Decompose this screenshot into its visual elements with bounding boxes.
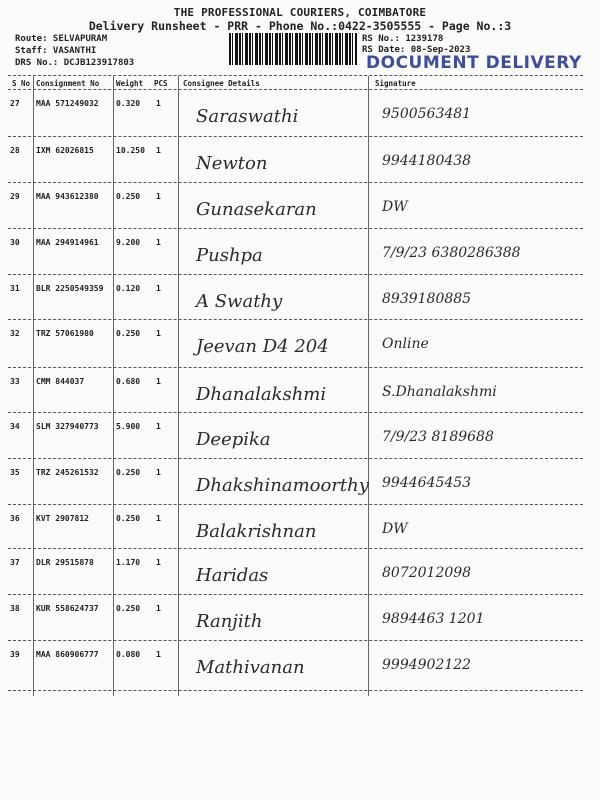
consignment-number: MAA 294914961 (36, 238, 99, 247)
signature-handwriting: 9894463 1201 (382, 611, 485, 627)
grid-line (178, 76, 179, 696)
consignment-number: KUR 558624737 (36, 604, 99, 613)
pcs-value: 1 (156, 650, 161, 659)
row-sno: 33 (10, 377, 20, 386)
col-pcs: PCS (154, 79, 168, 88)
consignee-handwriting: Mathivanan (196, 657, 305, 678)
pcs-value: 1 (156, 604, 161, 613)
row-divider (8, 182, 583, 183)
signature-handwriting: 7/9/23 6380286388 (382, 245, 521, 261)
signature-handwriting: 8072012098 (382, 565, 472, 581)
consignment-number: SLM 327940773 (36, 422, 99, 431)
consignee-handwriting: A Swathy (196, 291, 283, 312)
signature-handwriting: 7/9/23 8189688 (382, 429, 494, 445)
row-divider (8, 548, 583, 549)
consignee-handwriting: Pushpa (196, 245, 263, 266)
weight-value: 0.080 (116, 650, 141, 659)
col-signature: Signature (375, 79, 416, 88)
row-sno: 38 (10, 604, 20, 613)
signature-handwriting: DW (382, 521, 408, 537)
pcs-value: 1 (156, 192, 161, 201)
weight-value: 0.120 (116, 284, 141, 293)
grid-line (113, 76, 114, 696)
col-consignee: Consignee Details (183, 79, 260, 88)
consignee-handwriting: Balakrishnan (196, 521, 317, 542)
consignee-handwriting: Deepika (196, 429, 271, 450)
pcs-value: 1 (156, 238, 161, 247)
weight-value: 0.320 (116, 99, 141, 108)
signature-handwriting: S.Dhanalakshmi (382, 384, 497, 400)
weight-value: 0.250 (116, 468, 141, 477)
row-divider (8, 319, 583, 320)
company-title: THE PROFESSIONAL COURIERS, COIMBATORE (173, 6, 427, 19)
row-divider (8, 136, 583, 137)
signature-handwriting: 8939180885 (382, 291, 472, 307)
consignment-number: TRZ 245261532 (36, 468, 99, 477)
signature-handwriting: 9994902122 (382, 657, 472, 673)
pcs-value: 1 (156, 284, 161, 293)
row-divider (8, 274, 583, 275)
staff-label: Staff: VASANTHI (15, 46, 97, 56)
weight-value: 5.900 (116, 422, 141, 431)
consignment-number: IXM 62026815 (36, 146, 94, 155)
row-divider (8, 228, 583, 229)
consignee-handwriting: Ranjith (196, 611, 263, 632)
pcs-value: 1 (156, 558, 161, 567)
row-sno: 37 (10, 558, 20, 567)
consignee-handwriting: Newton (196, 153, 268, 174)
col-consignment: Consignment No (36, 79, 100, 88)
consignment-number: CMM 844037 (36, 377, 85, 386)
weight-value: 0.250 (116, 329, 141, 338)
row-divider (8, 504, 583, 505)
col-sno: S No (12, 79, 31, 88)
consignee-handwriting: Haridas (196, 565, 269, 586)
weight-value: 0.250 (116, 604, 141, 613)
weight-value: 9.200 (116, 238, 141, 247)
consignment-number: MAA 943612380 (36, 192, 99, 201)
row-sno: 39 (10, 650, 20, 659)
consignee-handwriting: Jeevan D4 204 (196, 336, 329, 357)
pcs-value: 1 (156, 468, 161, 477)
signature-handwriting: 9944180438 (382, 153, 472, 169)
row-divider (8, 690, 583, 691)
pcs-value: 1 (156, 329, 161, 338)
rs-date: RS Date: 08-Sep-2023 (362, 45, 471, 55)
pcs-value: 1 (156, 422, 161, 431)
row-divider (8, 640, 583, 641)
weight-value: 0.250 (116, 192, 141, 201)
row-sno: 28 (10, 146, 20, 155)
consignment-number: MAA 571249032 (36, 99, 99, 108)
weight-value: 0.250 (116, 514, 141, 523)
consignee-handwriting: Gunasekaran (196, 199, 317, 220)
row-sno: 35 (10, 468, 20, 477)
row-sno: 30 (10, 238, 20, 247)
row-divider (8, 458, 583, 459)
signature-handwriting: Online (382, 336, 429, 352)
grid-line (368, 76, 369, 696)
weight-value: 10.250 (116, 146, 145, 155)
pcs-value: 1 (156, 146, 161, 155)
document-delivery-stamp: DOCUMENT DELIVERY (366, 53, 582, 73)
consignee-handwriting: Dhakshinamoorthy (196, 475, 369, 496)
signature-handwriting: 9500563481 (382, 106, 472, 122)
col-weight: Weight (116, 79, 144, 88)
weight-value: 1.170 (116, 558, 141, 567)
row-sno: 34 (10, 422, 20, 431)
consignee-handwriting: Dhanalakshmi (196, 384, 327, 405)
row-sno: 32 (10, 329, 20, 338)
signature-handwriting: 9944645453 (382, 475, 472, 491)
column-divider (8, 89, 583, 90)
pcs-value: 1 (156, 377, 161, 386)
row-divider (8, 412, 583, 413)
consignment-number: BLR 2250549359 (36, 284, 104, 293)
pcs-value: 1 (156, 514, 161, 523)
header-divider (8, 75, 583, 76)
row-sno: 27 (10, 99, 20, 108)
route-label: Route: SELVAPURAM (15, 34, 108, 44)
consignee-handwriting: Saraswathi (196, 106, 299, 127)
grid-line (33, 76, 34, 696)
row-sno: 29 (10, 192, 20, 201)
weight-value: 0.680 (116, 377, 141, 386)
consignment-number: TRZ 57061980 (36, 329, 94, 338)
barcode (229, 33, 357, 65)
rs-number: RS No.: 1239178 (362, 34, 444, 44)
drs-label: DRS No.: DCJB123917803 (15, 58, 135, 68)
runsheet-subtitle: Delivery Runsheet - PRR - Phone No.:0422-3505555 - Page No.:3 (88, 19, 512, 33)
pcs-value: 1 (156, 99, 161, 108)
row-sno: 31 (10, 284, 20, 293)
consignment-number: DLR 29515878 (36, 558, 94, 567)
signature-handwriting: DW (382, 199, 408, 215)
row-divider (8, 594, 583, 595)
consignment-number: KVT 2907812 (36, 514, 89, 523)
row-divider (8, 367, 583, 368)
row-sno: 36 (10, 514, 20, 523)
consignment-number: MAA 860906777 (36, 650, 99, 659)
